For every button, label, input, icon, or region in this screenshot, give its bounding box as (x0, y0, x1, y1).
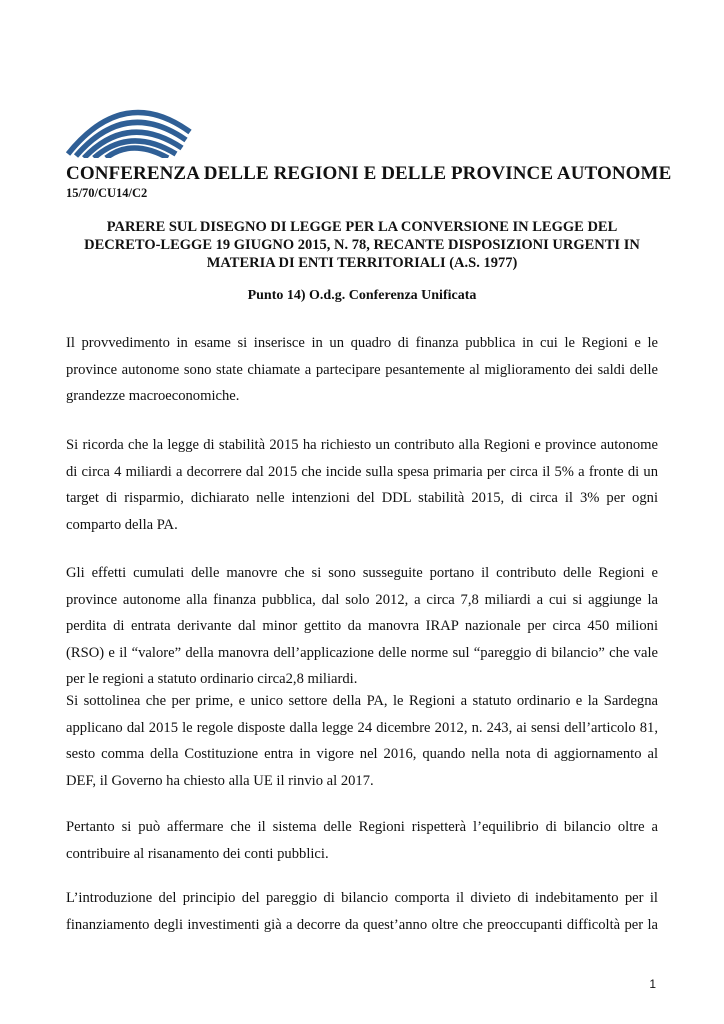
document-code: 15/70/CU14/C2 (66, 186, 148, 200)
text-line: Pertanto si può affermare che il sistema delle Regioni rispetterà l’equilibrio di bilancio oltre a (66, 819, 658, 835)
text-line: Si ricorda che la legge di stabilità 2015 ha richiesto un contributo alla Regioni e province autonome (66, 437, 658, 453)
text-line: Si sottolinea che per prime, e unico settore della PA, le Regioni a statuto ordinario e la Sardegna (66, 693, 658, 709)
paragraph-4 (66, 688, 658, 794)
text-line: perdita di entrata derivante dal minor gettito da manovra IRAP nazionale per circa 450 milioni (66, 618, 658, 634)
document-subject (66, 218, 658, 272)
page-number: 1 (649, 977, 656, 991)
paragraph-5 (66, 814, 658, 867)
text-line: contribuire al risanamento dei conti pubblici. (66, 845, 329, 862)
paragraph-3 (66, 560, 658, 693)
paragraph-2 (66, 432, 658, 538)
organization-title: CONFERENZA DELLE REGIONI E DELLE PROVINCE AUTONOME (66, 163, 672, 184)
subject-line: DECRETO-LEGGE 19 GIUGNO 2015, N. 78, RECANTE DISPOSIZIONI URGENTI IN (84, 237, 640, 253)
text-line: per le regioni a statuto ordinario circa2,8 miliardi. (66, 671, 358, 687)
text-line: (RSO) e il “valore” della manovra dell’applicazione delle norme sul “pareggio di bilancio” che vale (66, 644, 658, 661)
paragraph-1 (66, 330, 658, 410)
text-line: Il provvedimento in esame si inserisce in un quadro di finanza pubblica in cui le Regioni e le (66, 335, 658, 351)
text-line: Gli effetti cumulati delle manovre che si sono susseguite portano il contributo delle Regioni e (66, 565, 658, 581)
text-line: sesto comma della Costituzione entra in vigore nel 2016, quando nella nota di aggiornamento al (66, 746, 658, 762)
conference-logo-icon (66, 92, 192, 158)
subject-line: PARERE SUL DISEGNO DI LEGGE PER LA CONVERSIONE IN LEGGE DEL (106, 219, 618, 235)
paragraph-6 (66, 885, 658, 938)
text-line: grandezze macroeconomiche. (66, 388, 240, 404)
agenda-item: Punto 14) O.d.g. Conferenza Unificata (247, 288, 477, 303)
text-line: target di risparmio, dichiarato nelle intenzioni del DDL stabilità 2015, di circa il 3% per ogni (66, 490, 658, 506)
text-line: finanziamento degli investimenti già a decorre da quest’anno oltre che preoccupanti difficoltà per la (66, 916, 658, 933)
text-line: applicano dal 2015 le regole disposte dalla legge 24 dicembre 2012, n. 243, ai sensi dell’articolo 81, (66, 719, 658, 736)
text-line: province autonome alla finanza pubblica, dal solo 2012, a circa 7,8 miliardi a cui si aggiunge la (66, 591, 658, 608)
text-line: L’introduzione del principio del pareggio di bilancio comporta il divieto di indebitamento per il (66, 890, 658, 906)
subject-line: MATERIA DI ENTI TERRITORIALI (A.S. 1977) (206, 255, 518, 271)
text-line: DEF, il Governo ha chiesto alla UE il rinvio al 2017. (66, 772, 374, 789)
text-line: di circa 4 miliardi a decorrere dal 2015 che incide sulla spesa primaria per circa il 5% a fronte di un (66, 463, 658, 480)
text-line: comparto della PA. (66, 516, 178, 533)
text-line: province autonome sono state chiamate a partecipare pesantemente al miglioramento dei saldi delle (66, 361, 658, 378)
